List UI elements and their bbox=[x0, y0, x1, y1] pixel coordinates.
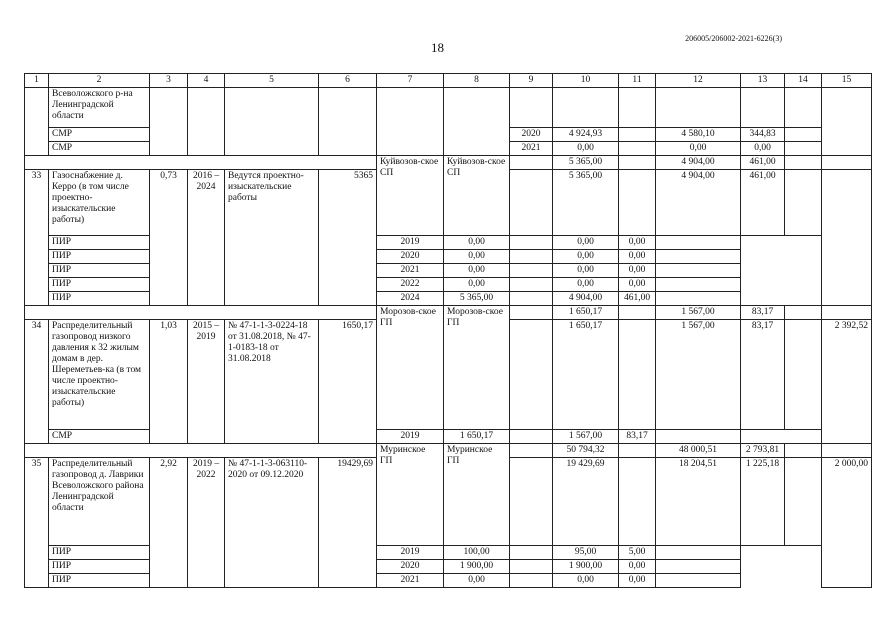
col14-cell bbox=[785, 306, 822, 320]
col11-cell bbox=[619, 458, 656, 546]
col11-cell bbox=[510, 292, 553, 306]
col13-cell: 344,83 bbox=[741, 128, 785, 142]
col-header: 14 bbox=[785, 74, 822, 88]
municipality-cell: Куйвозов-ское СП bbox=[377, 156, 444, 236]
year-cell bbox=[510, 156, 553, 170]
col14-cell bbox=[656, 264, 741, 278]
document-code: 206005/206002-2021-6226(3) bbox=[685, 34, 782, 43]
col12-cell: 0,00 bbox=[553, 574, 619, 588]
year-cell: 2020 bbox=[377, 250, 444, 264]
col10-cell: 0,00 bbox=[444, 264, 510, 278]
col-header: 12 bbox=[656, 74, 741, 88]
col12-cell: 1 567,00 bbox=[656, 306, 741, 320]
col10-cell: 0,00 bbox=[444, 250, 510, 264]
year-cell bbox=[510, 320, 553, 430]
group-total-row bbox=[25, 444, 872, 458]
col13-cell: 0,00 bbox=[741, 142, 785, 156]
col14-cell bbox=[656, 574, 741, 588]
cost-cell: 1650,17 bbox=[319, 320, 377, 444]
col14-cell bbox=[656, 430, 741, 444]
investment-table bbox=[24, 73, 872, 588]
col-header: 15 bbox=[822, 74, 872, 88]
item-number-cell: 35 bbox=[25, 458, 49, 588]
col14-cell bbox=[656, 278, 741, 292]
col10-cell: 5 365,00 bbox=[553, 170, 619, 236]
col11-cell bbox=[619, 170, 656, 236]
col12-cell: 4 580,10 bbox=[656, 128, 741, 142]
item-name-cell: Всеволожского р-на Ленинградской области bbox=[49, 88, 150, 128]
item-number-cell: 33 bbox=[25, 170, 49, 306]
col14-cell bbox=[656, 292, 741, 306]
col12-cell: 95,00 bbox=[553, 546, 619, 560]
year-cell: 2020 bbox=[510, 128, 553, 142]
col10-cell: 1 900,00 bbox=[444, 560, 510, 574]
col12-cell: 0,00 bbox=[656, 142, 741, 156]
period-cell: 2019 – 2022 bbox=[188, 458, 225, 588]
col14-cell bbox=[656, 560, 741, 574]
col10-cell: 50 794,32 bbox=[553, 444, 619, 458]
work-type-cell: СМР bbox=[49, 430, 150, 444]
header-row bbox=[25, 74, 872, 88]
group-total-row bbox=[25, 156, 872, 170]
page-number: 18 bbox=[431, 40, 444, 55]
col11-cell bbox=[510, 430, 553, 444]
col14-cell bbox=[785, 458, 822, 546]
group-total-row bbox=[25, 306, 872, 320]
settlement-cell: Муринское ГП bbox=[444, 444, 510, 546]
col12-cell: 4 904,00 bbox=[656, 156, 741, 170]
year-cell: 2021 bbox=[377, 264, 444, 278]
work-type-cell: СМР bbox=[49, 142, 150, 156]
work-type-cell: ПИР bbox=[49, 292, 150, 306]
length-cell: 2,92 bbox=[150, 458, 188, 588]
col13-cell: 83,17 bbox=[619, 430, 656, 444]
col12-cell: 4 904,00 bbox=[553, 292, 619, 306]
col15-cell bbox=[822, 444, 872, 458]
year-cell: 2022 bbox=[377, 278, 444, 292]
docs-cell: № 47-1-1-3-0224-18 от 31.08.2018, № 47-1-0183-18 от 31.08.2018 bbox=[225, 320, 319, 444]
year-cell: 2021 bbox=[510, 142, 553, 156]
col13-cell: 0,00 bbox=[619, 264, 656, 278]
docs-cell: № 47-1-1-3-063110-2020 от 09.12.2020 bbox=[225, 458, 319, 588]
col-header: 1 bbox=[25, 74, 49, 88]
item-name-cell: Распределительный газопровод низкого давления к 32 жилым домам в дер. Шереметьев-ка (в том числе проектно-изыскательские работы) bbox=[49, 320, 150, 430]
col13-cell: 0,00 bbox=[619, 560, 656, 574]
item-name-cell: Распределительный газопровод д. Лаврики Всеволожского района Ленинградской области bbox=[49, 458, 150, 546]
year-cell bbox=[510, 170, 553, 236]
col13-cell: 0,00 bbox=[619, 236, 656, 250]
settlement-cell: Морозов-ское ГП bbox=[444, 306, 510, 430]
col10-cell: 0,00 bbox=[444, 236, 510, 250]
col13-cell: 0,00 bbox=[619, 574, 656, 588]
col10-cell: 0,00 bbox=[553, 142, 619, 156]
year-cell: 2020 bbox=[377, 560, 444, 574]
blank-span-cell bbox=[25, 306, 377, 320]
col-header: 2 bbox=[49, 74, 150, 88]
col13-cell: 0,00 bbox=[619, 250, 656, 264]
col11-cell bbox=[510, 546, 553, 560]
col12-cell: 0,00 bbox=[553, 264, 619, 278]
col13-cell: 5,00 bbox=[619, 546, 656, 560]
year-cell: 2024 bbox=[377, 292, 444, 306]
col13-cell: 1 225,18 bbox=[741, 458, 785, 546]
col11-cell bbox=[510, 560, 553, 574]
col13-cell: 83,17 bbox=[741, 306, 785, 320]
cost-cell bbox=[319, 88, 377, 156]
period-cell: 2015 – 2019 bbox=[188, 320, 225, 444]
col14-cell bbox=[656, 546, 741, 560]
col15-cell: 2 000,00 bbox=[822, 458, 872, 588]
col13-cell bbox=[741, 88, 785, 128]
work-type-cell: ПИР bbox=[49, 560, 150, 574]
col11-cell bbox=[510, 250, 553, 264]
cost-cell: 19429,69 bbox=[319, 458, 377, 588]
length-cell bbox=[150, 88, 188, 156]
col13-cell: 2 793,81 bbox=[741, 444, 785, 458]
col10-cell bbox=[553, 88, 619, 128]
col15-cell: 2 392,52 bbox=[822, 320, 872, 444]
col12-cell: 0,00 bbox=[553, 250, 619, 264]
col-header: 8 bbox=[444, 74, 510, 88]
col11-cell bbox=[619, 142, 656, 156]
col13-cell: 461,00 bbox=[619, 292, 656, 306]
col15-cell bbox=[822, 88, 872, 156]
col14-cell bbox=[656, 236, 741, 250]
col10-cell: 5 365,00 bbox=[553, 156, 619, 170]
year-cell bbox=[510, 88, 553, 128]
col14-cell bbox=[785, 128, 822, 142]
col-header: 13 bbox=[741, 74, 785, 88]
docs-cell: Ведутся проектно-изыскательские работы bbox=[225, 170, 319, 306]
cost-cell: 5365 bbox=[319, 170, 377, 306]
col-header: 7 bbox=[377, 74, 444, 88]
continuation-row bbox=[25, 88, 872, 128]
period-cell: 2016 – 2024 bbox=[188, 170, 225, 306]
work-type-cell: ПИР bbox=[49, 250, 150, 264]
municipality-cell: Морозов-ское ГП bbox=[377, 306, 444, 430]
col12-cell: 0,00 bbox=[553, 236, 619, 250]
year-cell bbox=[510, 458, 553, 546]
period-cell bbox=[188, 88, 225, 156]
col11-cell bbox=[510, 574, 553, 588]
col-header: 4 bbox=[188, 74, 225, 88]
col-header: 9 bbox=[510, 74, 553, 88]
col12-cell bbox=[656, 88, 741, 128]
col10-cell: 19 429,69 bbox=[553, 458, 619, 546]
col12-cell: 48 000,51 bbox=[656, 444, 741, 458]
col11-cell bbox=[510, 264, 553, 278]
col12-cell: 0,00 bbox=[553, 278, 619, 292]
item-number-cell bbox=[25, 88, 49, 156]
col10-cell: 0,00 bbox=[444, 278, 510, 292]
length-cell: 0,73 bbox=[150, 170, 188, 306]
col12-cell: 18 204,51 bbox=[656, 458, 741, 546]
blank-span-cell bbox=[25, 156, 377, 170]
col12-cell: 4 904,00 bbox=[656, 170, 741, 236]
col10-cell: 1 650,17 bbox=[553, 320, 619, 430]
col-header: 10 bbox=[553, 74, 619, 88]
col-header: 11 bbox=[619, 74, 656, 88]
col12-cell: 1 567,00 bbox=[553, 430, 619, 444]
year-cell: 2019 bbox=[377, 430, 444, 444]
municipality-cell bbox=[377, 88, 444, 156]
length-cell: 1,03 bbox=[150, 320, 188, 444]
col14-cell bbox=[785, 320, 822, 430]
col15-cell bbox=[822, 306, 872, 320]
col-header: 6 bbox=[319, 74, 377, 88]
docs-cell bbox=[225, 88, 319, 156]
table-body bbox=[25, 74, 872, 588]
col10-cell: 5 365,00 bbox=[444, 292, 510, 306]
col10-cell: 4 924,93 bbox=[553, 128, 619, 142]
col14-cell bbox=[785, 156, 822, 170]
municipality-cell: Муринское ГП bbox=[377, 444, 444, 546]
col13-cell: 461,00 bbox=[741, 170, 785, 236]
work-type-cell: ПИР bbox=[49, 278, 150, 292]
col13-cell: 83,17 bbox=[741, 320, 785, 430]
blank-span-cell bbox=[25, 444, 377, 458]
col11-cell bbox=[510, 236, 553, 250]
col14-cell bbox=[785, 142, 822, 156]
year-cell bbox=[510, 306, 553, 320]
work-type-cell: ПИР bbox=[49, 264, 150, 278]
col12-cell: 1 567,00 bbox=[656, 320, 741, 430]
settlement-cell: Куйвозов-ское СП bbox=[444, 156, 510, 236]
col11-cell bbox=[619, 306, 656, 320]
work-type-cell: ПИР bbox=[49, 546, 150, 560]
year-cell: 2021 bbox=[377, 574, 444, 588]
col10-cell: 0,00 bbox=[444, 574, 510, 588]
work-type-cell: СМР bbox=[49, 128, 150, 142]
year-cell: 2019 bbox=[377, 546, 444, 560]
col14-cell bbox=[785, 88, 822, 128]
col12-cell: 1 900,00 bbox=[553, 560, 619, 574]
col10-cell: 1 650,17 bbox=[553, 306, 619, 320]
col15-cell bbox=[822, 156, 872, 170]
col11-cell bbox=[619, 320, 656, 430]
col11-cell bbox=[619, 88, 656, 128]
col-header: 5 bbox=[225, 74, 319, 88]
col11-cell bbox=[510, 278, 553, 292]
year-cell bbox=[510, 444, 553, 458]
col14-cell bbox=[785, 170, 822, 236]
col14-cell bbox=[785, 444, 822, 458]
work-type-cell: ПИР bbox=[49, 236, 150, 250]
col13-cell: 0,00 bbox=[619, 278, 656, 292]
work-type-cell: ПИР bbox=[49, 574, 150, 588]
col10-cell: 100,00 bbox=[444, 546, 510, 560]
col13-cell: 461,00 bbox=[741, 156, 785, 170]
year-cell: 2019 bbox=[377, 236, 444, 250]
col-header: 3 bbox=[150, 74, 188, 88]
col14-cell bbox=[656, 250, 741, 264]
settlement-cell bbox=[444, 88, 510, 156]
col10-cell: 1 650,17 bbox=[444, 430, 510, 444]
col11-cell bbox=[619, 128, 656, 142]
col11-cell bbox=[619, 444, 656, 458]
item-number-cell: 34 bbox=[25, 320, 49, 444]
col11-cell bbox=[619, 156, 656, 170]
col15-cell bbox=[822, 170, 872, 306]
item-name-cell: Газоснабжение д. Керро (в том числе проектно-изыскательские работы) bbox=[49, 170, 150, 236]
